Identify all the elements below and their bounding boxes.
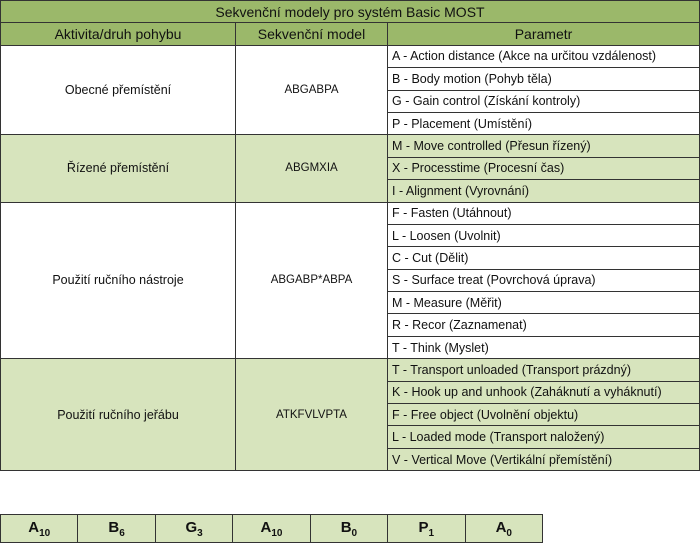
activity-cell: Řízené přemístění (1, 135, 236, 202)
column-header-activity: Aktivita/druh pohybu (1, 23, 236, 45)
index-value: 0 (351, 527, 358, 539)
index-code-cell (465, 515, 542, 543)
parameter-cell: L - Loosen (Uvolnit) (388, 224, 700, 246)
activity-cell: Použití ručního nástroje (1, 202, 236, 359)
parameter-cell: M - Move controlled (Přesun řízený) (388, 135, 700, 157)
parameter-cell: G - Gain control (Získání kontroly) (388, 90, 700, 112)
sequence-model-cell: ATKFVLVPTA (236, 359, 388, 471)
index-code-cell (1, 515, 78, 543)
activity-cell: Obecné přemístění (1, 45, 236, 135)
index-value: 10 (271, 527, 283, 539)
index-letter: B (108, 518, 120, 536)
parameter-cell: V - Vertical Move (Vertikální přemístění) (388, 448, 700, 470)
parameter-cell: K - Hook up and unhook (Zaháknutí a vyháknutí) (388, 381, 700, 403)
sequence-model-cell: ABGMXIA (236, 135, 388, 202)
index-code-cell (310, 515, 387, 543)
parameter-cell: M - Measure (Měřit) (388, 292, 700, 314)
parameter-cell: F - Free object (Uvolnění objektu) (388, 404, 700, 426)
index-sequence-row (1, 515, 543, 543)
most-index-sequence (0, 514, 543, 543)
index-letter: A (28, 518, 40, 536)
table-row (1, 202, 700, 224)
parameter-cell: S - Surface treat (Povrchová úprava) (388, 269, 700, 291)
column-header-parameter: Parametr (388, 23, 700, 45)
index-code-cell (155, 515, 232, 543)
parameter-cell: B - Body motion (Pohyb těla) (388, 68, 700, 90)
parameter-cell: P - Placement (Umístění) (388, 112, 700, 134)
parameter-cell: X - Processtime (Procesní čas) (388, 157, 700, 179)
index-value: 10 (39, 527, 51, 539)
index-letter: P (418, 518, 429, 536)
parameter-cell: T - Transport unloaded (Transport prázdný) (388, 359, 700, 381)
index-code-cell (388, 515, 465, 543)
index-letter: A (260, 518, 272, 536)
index-value: 1 (428, 527, 435, 539)
table-body (1, 45, 700, 470)
index-value: 3 (197, 527, 203, 539)
parameter-cell: F - Fasten (Utáhnout) (388, 202, 700, 224)
index-value: 6 (119, 527, 125, 539)
parameter-cell: R - Recor (Zaznamenat) (388, 314, 700, 336)
index-code-cell (233, 515, 310, 543)
column-header-model: Sekvenční model (236, 23, 388, 45)
table-row (1, 45, 700, 67)
activity-cell: Použití ručního jeřábu (1, 359, 236, 471)
sequence-model-cell: ABGABPA (236, 45, 388, 135)
table-row (1, 135, 700, 157)
parameter-cell: C - Cut (Dělit) (388, 247, 700, 269)
parameter-cell: A - Action distance (Akce na určitou vzdálenost) (388, 45, 700, 67)
table-title: Sekvenční modely pro systém Basic MOST (1, 1, 700, 23)
table-row (1, 359, 700, 381)
sequence-model-cell: ABGABP*ABPA (236, 202, 388, 359)
index-letter: A (495, 518, 507, 536)
parameter-cell: I - Alignment (Vyrovnání) (388, 180, 700, 202)
index-letter: B (340, 518, 352, 536)
index-code-cell (78, 515, 155, 543)
index-letter: G (185, 518, 198, 536)
parameter-cell: L - Loaded mode (Transport naložený) (388, 426, 700, 448)
parameter-cell: T - Think (Myslet) (388, 336, 700, 358)
index-value: 0 (506, 527, 512, 539)
